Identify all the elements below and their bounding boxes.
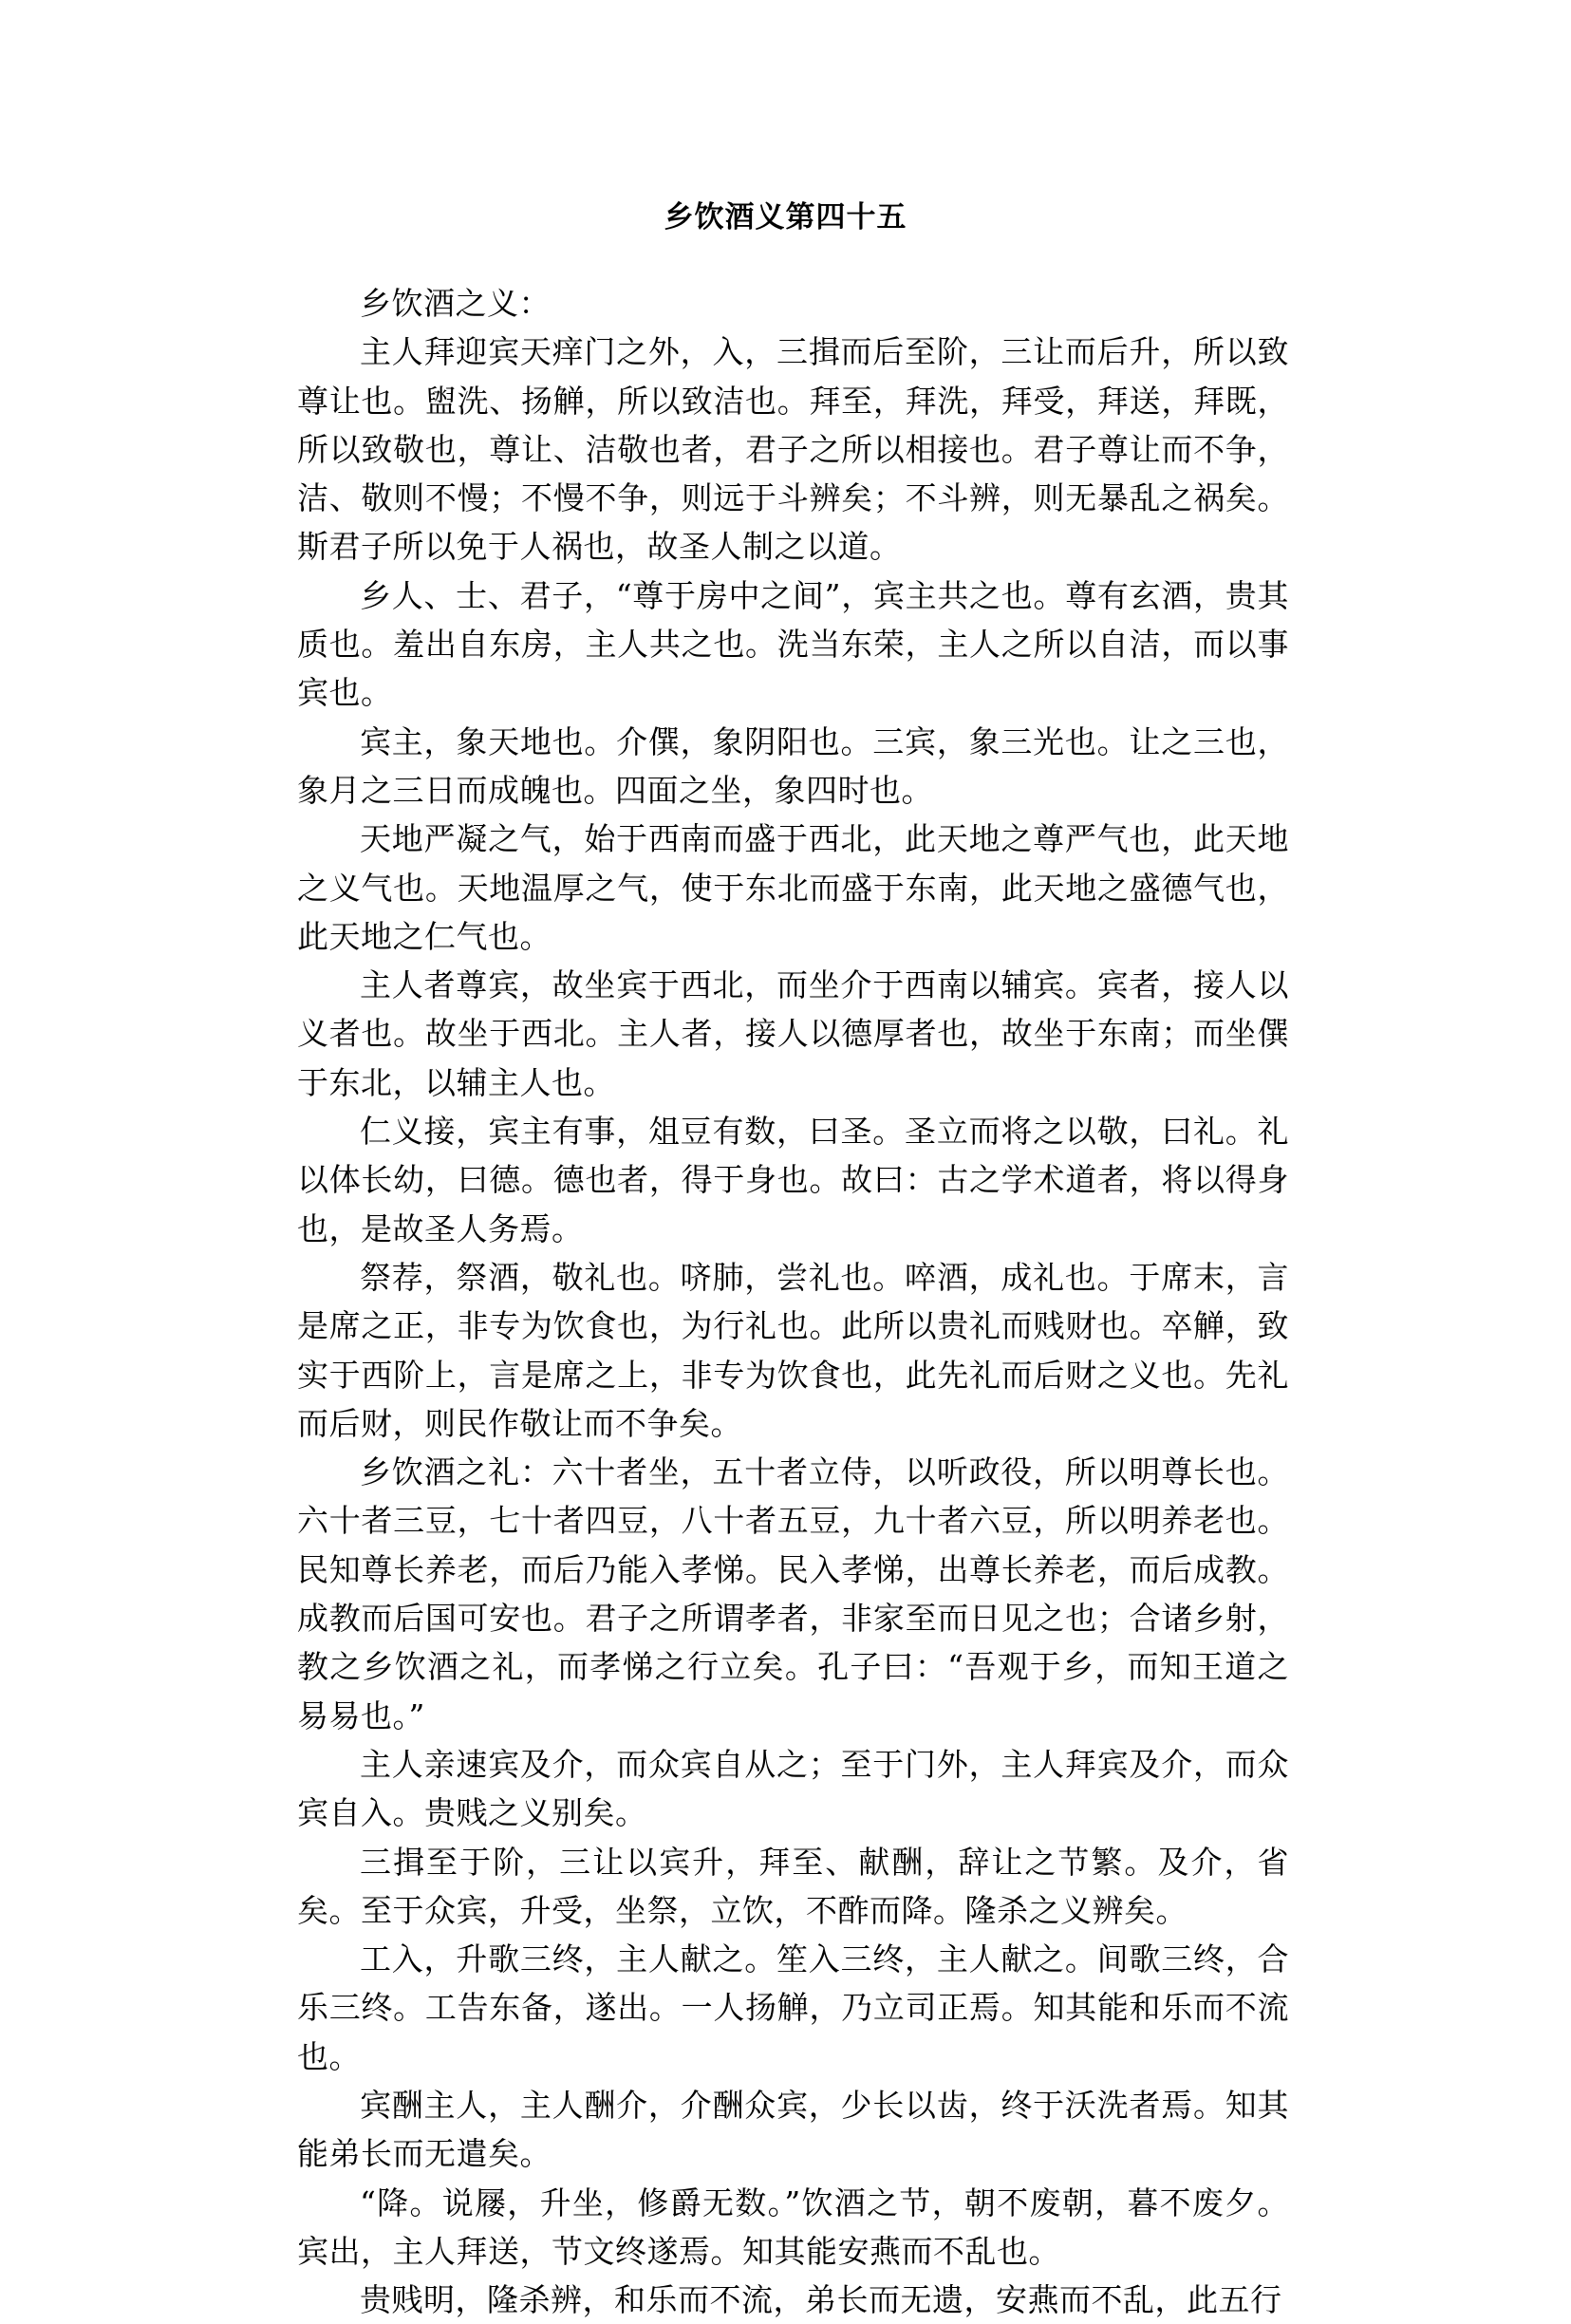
paragraph: 天地严凝之气，始于西南而盛于西北，此天地之尊严气也，此天地之义气也。天地温厚之气，使于东北而盛于东南，此天地之盛德气也，此天地之仁气也。 <box>297 820 1289 955</box>
paragraph: 主人拜迎宾天痒门之外，入，三揖而后至阶，三让而后升，所以致尊让也。盥洗、扬觯，所以致洁也。拜至，拜洗，拜受，拜送，拜既，所以致敬也，尊让、洁敬也者，君子之所以相接也。君子尊让而不争，洁、敬则不慢；不慢不争，则远于斗辨矣；不斗辨，则无暴乱之祸矣。斯君子所以免于人祸也，故圣人制之以道。 <box>297 333 1289 566</box>
paragraph: 主人亲速宾及介，而众宾自从之；至于门外，主人拜宾及介，而众宾自入。贵贱之义别矣。 <box>297 1745 1289 1832</box>
paragraph: “降。说屦，升坐，修爵无数。”饮酒之节，朝不废朝，暮不废夕。宾出，主人拜送，节文终遂焉。知其能安燕而不乱也。 <box>297 2183 1289 2270</box>
paragraph: 仁义接，宾主有事，俎豆有数，曰圣。圣立而将之以敬，曰礼。礼以体长幼，曰德。德也者，得于身也。故曰：古之学术道者，将以得身也，是故圣人务焉。 <box>297 1113 1289 1247</box>
paragraph: 三揖至于阶，三让以宾升，拜至、献酬，辞让之节繁。及介，省矣。至于众宾，升受，坐祭，立饮，不酢而降。隆杀之义辨矣。 <box>297 1843 1289 1929</box>
document-body <box>297 279 1289 2324</box>
paragraph: 主人者尊宾，故坐宾于西北，而坐介于西南以辅宾。宾者，接人以义者也。故坐于西北。主人者，接人以德厚者也，故坐于东南；而坐僎于东北，以辅主人也。 <box>297 966 1289 1101</box>
paragraph: 乡饮酒之义： <box>360 285 551 322</box>
paragraph: 工入，升歌三终，主人献之。笙入三终，主人献之。间歌三终，合乐三终。工告东备，遂出。一人扬觯，乃立司正焉。知其能和乐而不流也。 <box>297 1940 1289 2075</box>
paragraph: 贵贱明，隆杀辨，和乐而不流，弟长而无遗，安燕而不乱，此五行 <box>360 2281 1282 2319</box>
paragraph: 宾主，象天地也。介僎，象阴阳也。三宾，象三光也。让之三也，象月之三日而成魄也。四面之坐，象四时也。 <box>297 722 1289 809</box>
paragraph: 乡饮酒之礼：六十者坐，五十者立侍，以听政役，所以明尊长也。六十者三豆，七十者四豆，八十者五豆，九十者六豆，所以明养老也。民知尊长养老，而后乃能入孝悌。民入孝悌，出尊长养老，而后成教。成教而后国可安也。君子之所谓孝者，非家至而日见之也；合诸乡射，教之乡饮酒之礼，而孝悌之行立矣。孔子曰：“吾观于乡，而知王道之易易也。” <box>297 1453 1289 1734</box>
paragraph: 乡人、士、君子，“尊于房中之间”，宾主共之也。尊有玄酒，贵其质也。羞出自东房，主人共之也。洗当东荣，主人之所以自洁，而以事宾也。 <box>297 576 1289 712</box>
document-title: 乡饮酒义第四十五 <box>664 200 907 234</box>
paragraph: 祭荐，祭酒，敬礼也。哜肺，尝礼也。啐酒，成礼也。于席末，言是席之正，非专为饮食也，为行礼也。此所以贵礼而贱财也。卒觯，致实于西阶上，言是席之上，非专为饮食也，此先礼而后财之义也。先礼而后财，则民作敬让而不争矣。 <box>297 1258 1289 1442</box>
paragraph: 宾酬主人，主人酬介，介酬众宾，少长以齿，终于沃洗者焉。知其能弟长而无遣矣。 <box>297 2086 1289 2173</box>
